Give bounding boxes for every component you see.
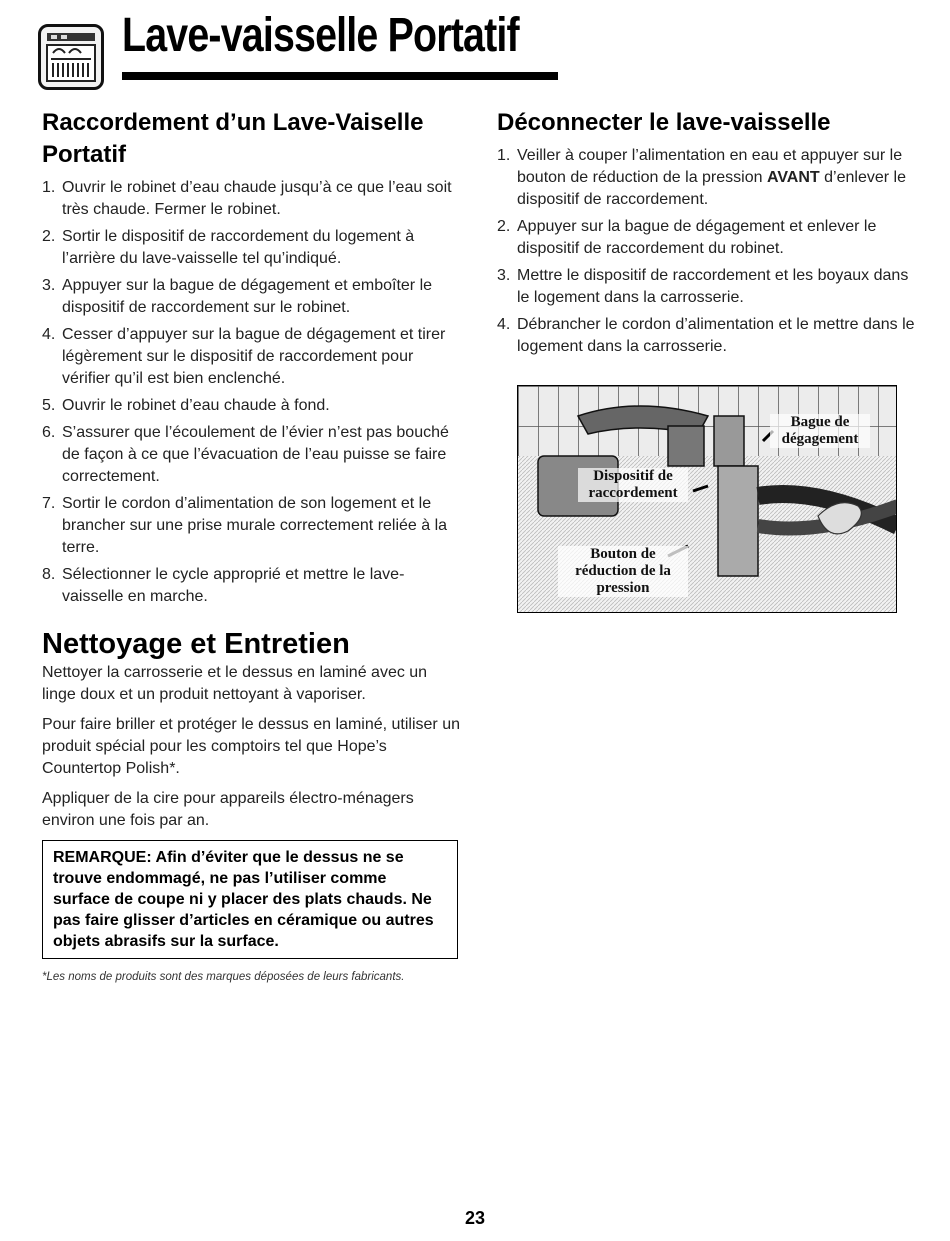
disconnect-steps	[497, 145, 917, 358]
page-title: Lave-vaisselle Portatif	[122, 9, 519, 62]
list-item: 3. Mettre le dispositif de raccordement et les boyaux dans le logement dans la carrosserie.	[497, 267, 909, 306]
page-header	[38, 8, 528, 88]
dishwasher-icon	[38, 24, 104, 90]
connector-device-label: Dispositif de raccordement	[578, 468, 688, 502]
list-item: 4. Cesser d’appuyer sur la bague de dégagement et tirer légèrement sur le dispositif de raccordement pour vérifier qu’il est bien enclenché.	[42, 326, 446, 387]
release-ring-label: Bague de dégagement	[770, 414, 870, 448]
list-item: 3. Appuyer sur la bague de dégagement et emboîter le dispositif de raccordement sur le robinet.	[42, 277, 433, 316]
title-rule	[122, 72, 558, 80]
list-item: 2. Appuyer sur la bague de dégagement et enlever le dispositif de raccordement du robinet.	[497, 218, 877, 257]
left-column	[42, 107, 462, 985]
list-item: 5. Ouvrir le robinet d’eau chaude à fond.	[42, 397, 330, 414]
list-item: 2. Sortir le dispositif de raccordement du logement à l’arrière du lave-vaisselle tel qu’indiqué.	[42, 228, 415, 267]
warning-note-box: REMARQUE: Afin d’éviter que le dessus ne se trouve endommagé, ne pas l’utiliser comme surface de coupe ni y placer des plats chauds. Ne pas faire glisser d’articles en céramique ou autres objets abrasifs sur la surface.	[42, 840, 458, 959]
right-column	[497, 107, 917, 363]
page-number: 23	[464, 1208, 486, 1228]
list-item: 6. S’assurer que l’écoulement de l’évier n’est pas bouché de façon à ce que l’évacuation de l’eau puisse se faire correctement.	[42, 424, 449, 485]
connect-steps	[42, 177, 462, 608]
care-section-title: Nettoyage et Entretien	[42, 628, 350, 660]
list-item: 8. Sélectionner le cycle approprié et mettre le lave-vaisselle en marche.	[42, 566, 405, 605]
list-item: 1. Ouvrir le robinet d’eau chaude jusqu’à ce que l’eau soit très chaude. Fermer le robinet.	[42, 179, 452, 218]
footnote: *Les noms de produits sont des marques déposées de leurs fabricants.	[42, 971, 405, 983]
care-paragraph: Appliquer de la cire pour appareils électro-ménagers environ une fois par an.	[42, 790, 414, 829]
connect-section-title: Raccordement d’un Lave-Vaiselle Portatif	[42, 109, 424, 168]
care-paragraph: Pour faire briller et protéger le dessus en laminé, utiliser un produit spécial pour les comptoirs tel que Hope’s Countertop Polish*.	[42, 716, 460, 777]
care-paragraph: Nettoyer la carrosserie et le dessus en laminé avec un linge doux et un produit nettoyant à vaporiser.	[42, 664, 428, 703]
list-item: 1. Veiller à couper l’alimentation en eau et appuyer sur le bouton de réduction de la pression AVANT d’enlever le dispositif de raccordement.	[497, 147, 906, 208]
list-item: 4. Débrancher le cordon d’alimentation et le mettre dans le logement dans la carrosserie.	[497, 316, 915, 355]
pressure-button-label: Bouton de réduction de la pression	[558, 546, 688, 597]
disconnect-section-title: Déconnecter le lave-vaisselle	[497, 109, 831, 136]
list-item: 7. Sortir le cordon d’alimentation de son logement et le brancher sur une prise murale correctement reliée à la terre.	[42, 495, 448, 556]
faucet-connector-illustration	[517, 385, 897, 613]
